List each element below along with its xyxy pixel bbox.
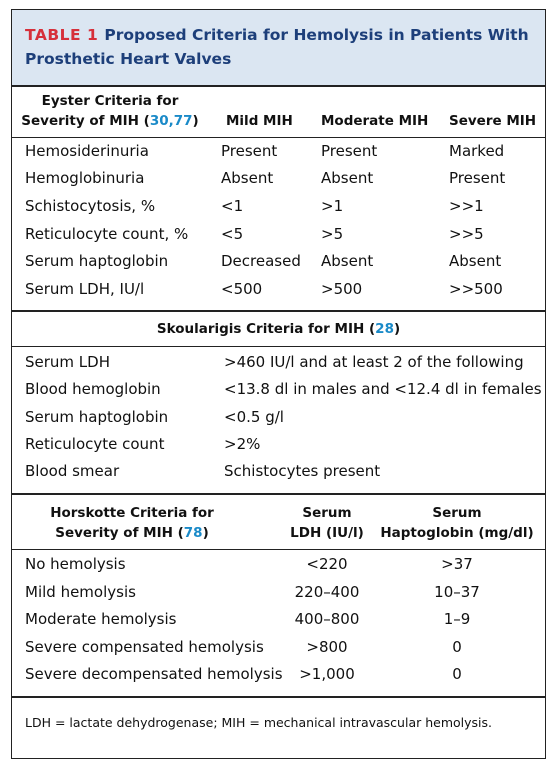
horskotte-header-line2: Severity of MIH ( [55,525,184,541]
eyster-cell-mild: Decreased [221,252,301,270]
col-serum-haptoglobin-line2: Haptoglobin (mg/dl) [380,525,534,541]
eyster-row-label: Hemosiderinuria [25,142,149,160]
eyster-cell-mild: <1 [221,197,244,215]
table-title-band [12,10,545,85]
horskotte-cell-ldh: >1,000 [299,665,355,683]
horskotte-row-label: No hemolysis [25,555,126,573]
eyster-header-close: ) [192,113,199,129]
eyster-cell-severe: >>5 [449,225,484,243]
eyster-cell-severe: >>1 [449,197,484,215]
horskotte-header-close: ) [202,525,209,541]
eyster-header [20,91,200,131]
col-moderate-mih: Moderate MIH [321,113,429,129]
eyster-cell-mild: Absent [221,169,274,187]
skoularigis-refs: 28 [375,321,394,337]
eyster-cell-severe: Present [449,169,506,187]
title-line2: Prosthetic Heart Valves [25,50,232,68]
horskotte-header-line1: Horskotte Criteria for [50,505,214,521]
skoularigis-row-label: Reticulocyte count [25,435,165,453]
eyster-cell-moderate: Absent [321,252,374,270]
eyster-cell-moderate: Present [321,142,378,160]
col-serum-ldh-line2: LDH (IU/l) [290,525,364,541]
skoularigis-row-value: Schistocytes present [224,462,381,480]
skoularigis-row-value: >2% [224,435,261,453]
table-footnote: LDH = lactate dehydrogenase; MIH = mechanical intravascular hemolysis. [25,715,492,730]
skoularigis-row-label: Blood hemoglobin [25,380,161,398]
horskotte-cell-haptoglobin: 0 [452,638,462,656]
divider [12,310,545,312]
horskotte-row-label: Moderate hemolysis [25,610,177,628]
horskotte-cell-haptoglobin: 10–37 [434,583,480,601]
eyster-cell-severe: Marked [449,142,505,160]
horskotte-cell-ldh: <220 [306,555,348,573]
eyster-header-line2: Severity of MIH ( [21,113,150,129]
eyster-cell-severe: Absent [449,252,502,270]
divider [12,85,545,87]
eyster-row-label: Serum haptoglobin [25,252,169,270]
eyster-cell-mild: <5 [221,225,244,243]
horskotte-cell-haptoglobin: 1–9 [443,610,471,628]
table-title [25,23,530,71]
horskotte-cell-haptoglobin: 0 [452,665,462,683]
eyster-row-label: Hemoglobinuria [25,169,145,187]
horskotte-cell-ldh: 220–400 [294,583,360,601]
horskotte-cell-ldh: >800 [306,638,348,656]
skoularigis-header-close: ) [393,321,401,337]
divider [12,549,545,550]
eyster-cell-severe: >>500 [449,280,503,298]
table-frame [11,9,546,759]
skoularigis-row-value: >460 IU/l and at least 2 of the following [224,353,524,371]
eyster-cell-moderate: Absent [321,169,374,187]
horskotte-row-label: Severe decompensated hemolysis [25,665,283,683]
skoularigis-row-label: Serum haptoglobin [25,408,169,426]
horskotte-cell-ldh: 400–800 [294,610,360,628]
eyster-row-label: Serum LDH, IU/l [25,280,145,298]
eyster-header-line1: Eyster Criteria for [41,93,179,109]
horskotte-header [42,503,222,543]
skoularigis-header [12,319,545,339]
skoularigis-row-value: <13.8 dl in males and <12.4 dl in females [224,380,542,398]
horskotte-row-label: Severe compensated hemolysis [25,638,264,656]
eyster-row-label: Schistocytosis, % [25,197,156,215]
eyster-cell-moderate: >5 [321,225,344,243]
divider [12,137,545,138]
title-line1: Proposed Criteria for Hemolysis in Patients With [104,26,529,44]
eyster-cell-moderate: >1 [321,197,344,215]
skoularigis-header-text: Skoularigis Criteria for MIH ( [156,321,376,337]
eyster-cell-moderate: >500 [321,280,363,298]
col-serum-haptoglobin-line1: Serum [432,505,482,521]
col-severe-mih: Severe MIH [449,113,537,129]
skoularigis-row-label: Serum LDH [25,353,110,371]
col-mild-mih: Mild MIH [226,113,293,129]
skoularigis-row-label: Blood smear [25,462,120,480]
col-serum-haptoglobin [379,503,535,543]
eyster-refs: 30,77 [149,113,193,129]
col-serum-ldh-line1: Serum [302,505,352,521]
eyster-row-label: Reticulocyte count, % [25,225,189,243]
divider [12,346,545,347]
horskotte-row-label: Mild hemolysis [25,583,136,601]
divider [12,493,545,495]
horskotte-refs: 78 [183,525,203,541]
eyster-cell-mild: <500 [221,280,263,298]
divider [12,696,545,698]
table-label: TABLE 1 [25,26,99,44]
col-serum-ldh [272,503,382,543]
horskotte-cell-haptoglobin: >37 [441,555,473,573]
skoularigis-row-value: <0.5 g/l [224,408,284,426]
eyster-cell-mild: Present [221,142,278,160]
